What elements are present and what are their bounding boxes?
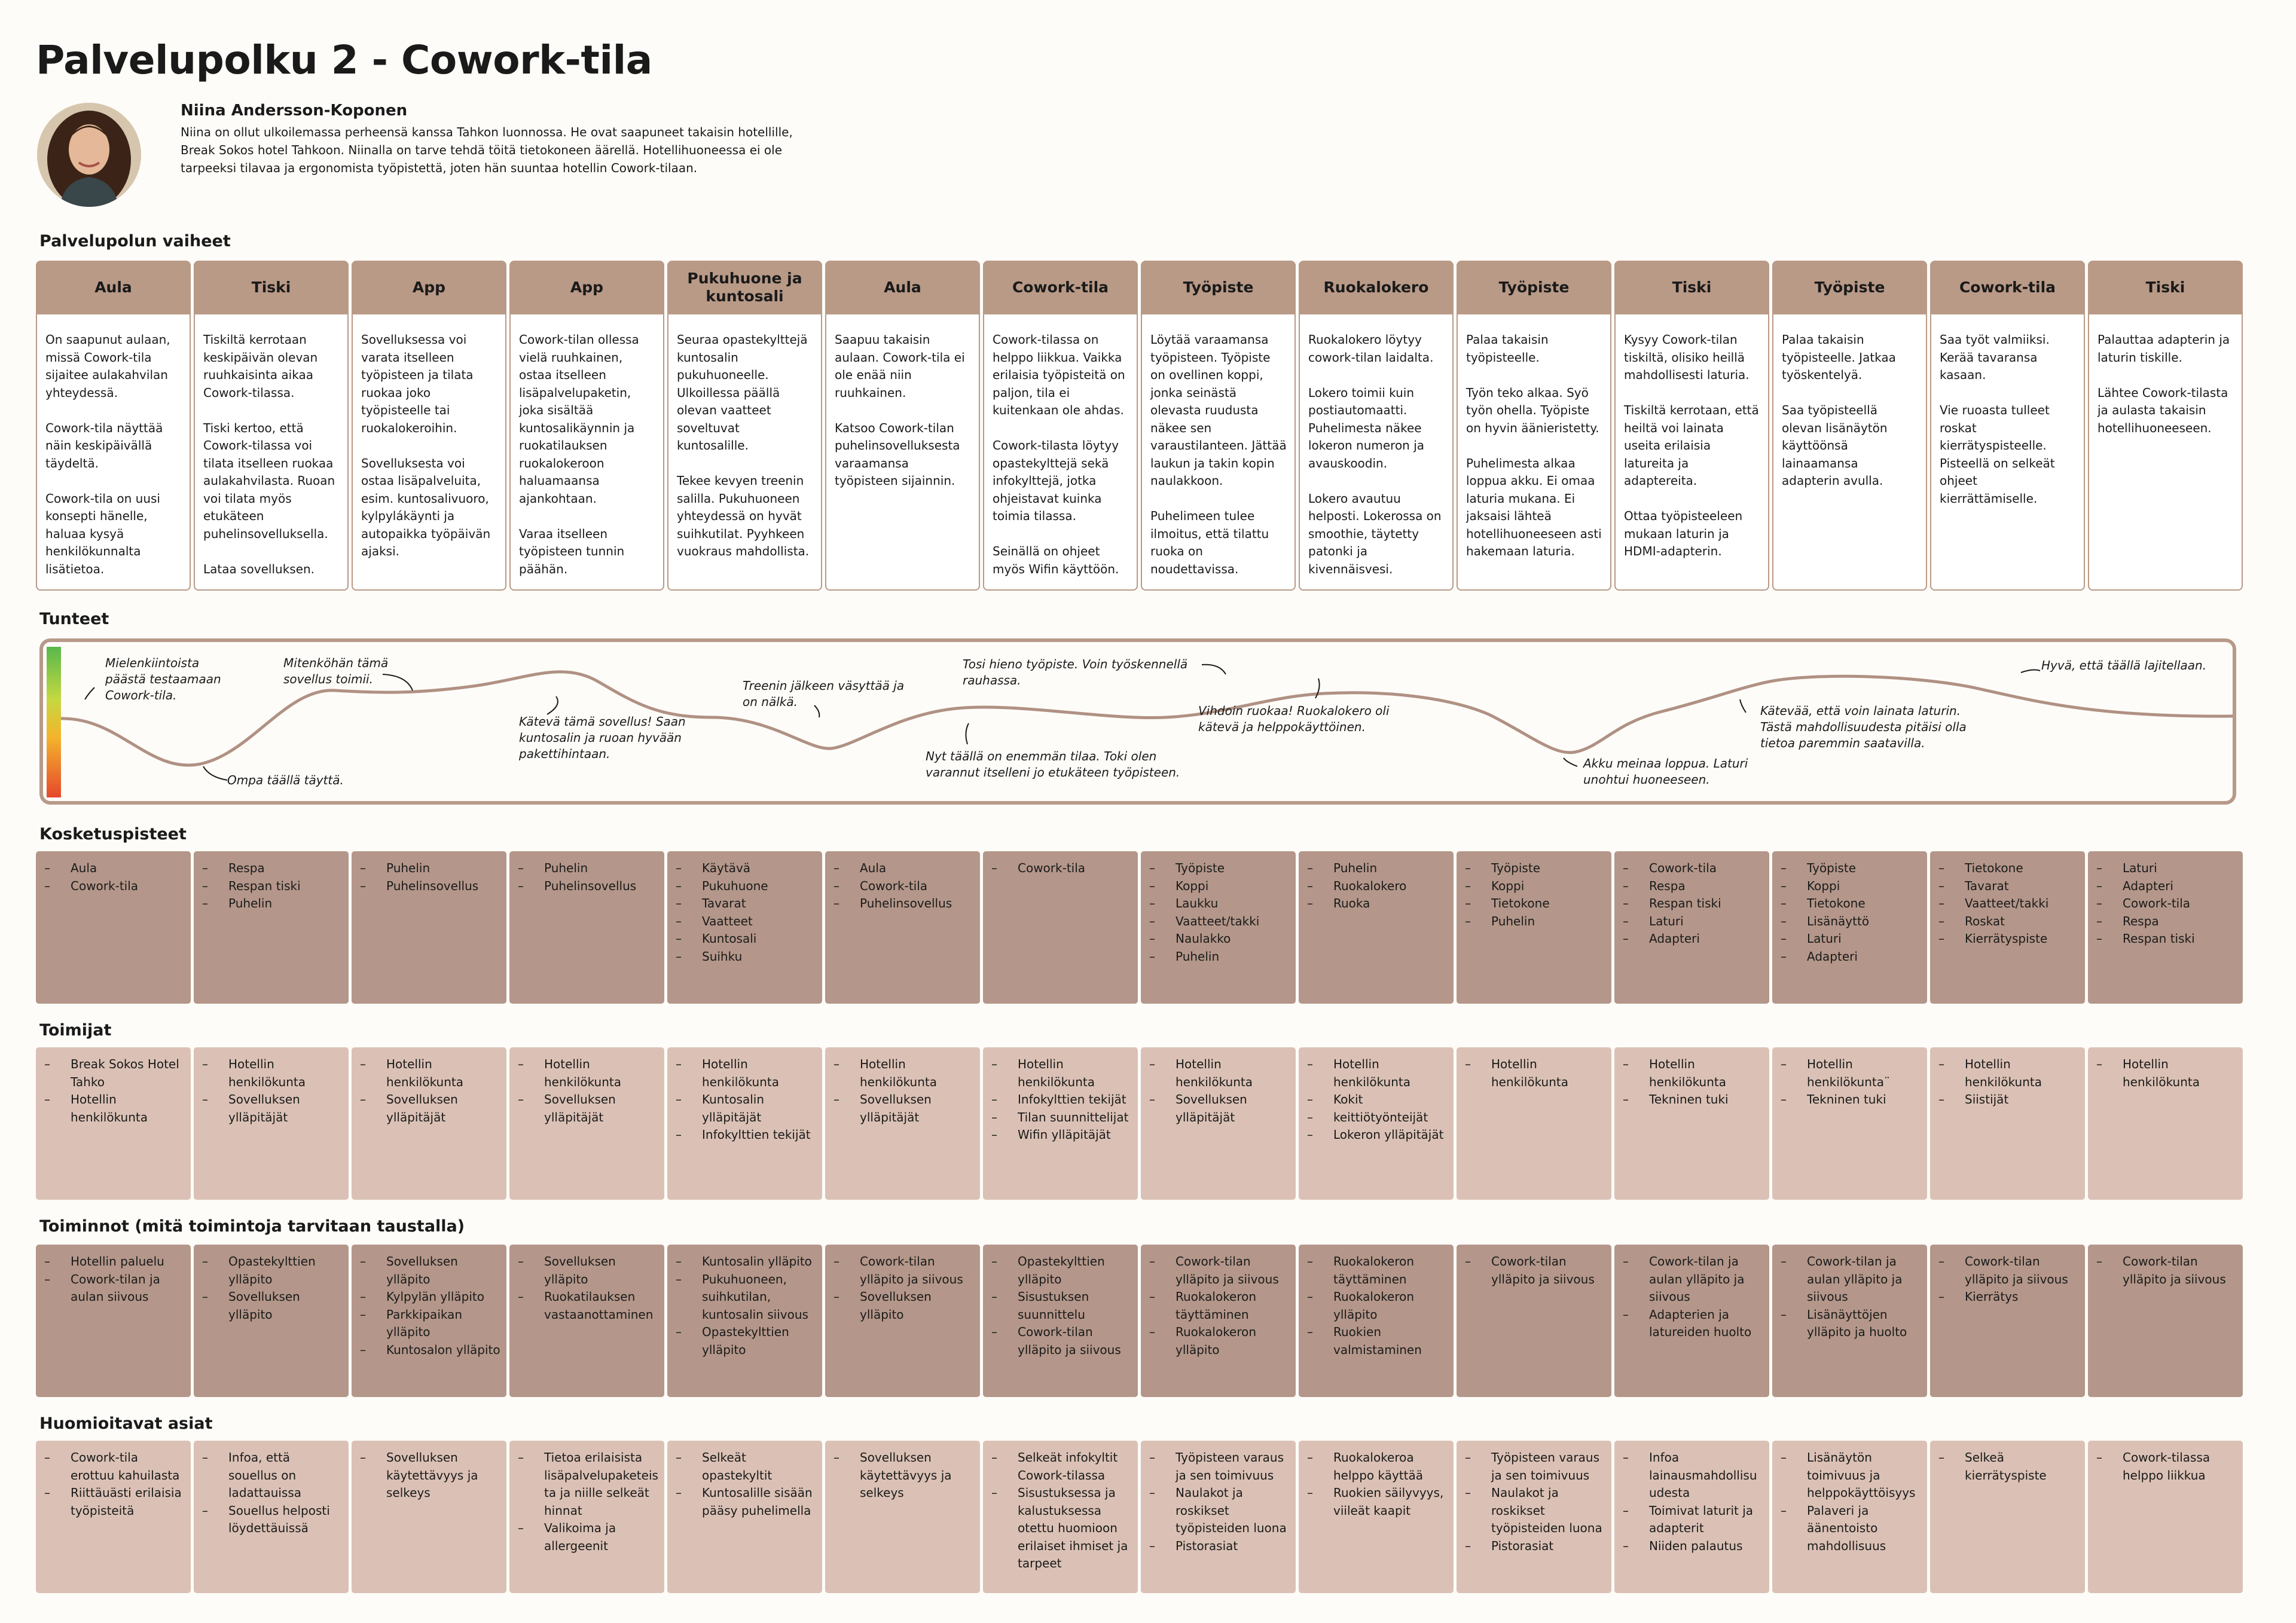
section-touchpoints-title: Kosketuspisteet: [39, 825, 187, 843]
touchpoint-cell: [509, 851, 664, 1004]
list-item: – Sovelluksen ylläpito: [833, 1288, 974, 1324]
actor-cell: [36, 1047, 191, 1200]
note-cell: [983, 1441, 1138, 1593]
touchpoint-cell: [1930, 851, 2085, 1004]
list-item: – Souellus helposti löydettäuissä: [202, 1502, 343, 1538]
touchpoint-cell: [36, 851, 191, 1004]
backstage-cell: [194, 1245, 349, 1397]
list-item: – Lisänäytön toimivuus ja helppokäyttöisyys: [1781, 1449, 1921, 1502]
backstage-cell: [2088, 1245, 2243, 1397]
list-item: – Vaatteet/takki: [1938, 895, 2079, 913]
list-item: – Pistorasiat: [1149, 1538, 1290, 1555]
note-cell: [352, 1441, 506, 1593]
stage-description: Ruokalokero löytyy cowork-tilan laidalta. Lokero toimii kuin postiautomaatti. Puhelimesta näkee lokeron numeron ja avauskoodin. Lokero avautuu helposti. Lokerossa on smoothie, täytetty patonki ja kivennäisvesi.: [1299, 314, 1454, 591]
list-item: – Niiden palautus: [1623, 1538, 1763, 1555]
emotion-label: Tosi hieno työpiste. Voin työskennellä rauhassa.: [963, 657, 1188, 687]
list-item: – Opastekylttien ylläpito: [676, 1324, 816, 1359]
list-item: – Tavarat: [1938, 878, 2079, 895]
backstage-cell: [1141, 1245, 1296, 1397]
list-item: – Hotellin henkilökunta: [1307, 1056, 1448, 1091]
touchpoint-cell: [1141, 851, 1296, 1004]
list-item: – Laturi: [2096, 860, 2237, 878]
note-cell: [1141, 1441, 1296, 1593]
list-item: – Infokylttien tekijät: [676, 1126, 816, 1144]
stage-description: Saa työt valmiiksi. Kerää tavaransa kasaan. Vie ruoasta tulleet roskat kierrätyspisteelle. Pisteellä on selkeät ohjeet kierrättämiselle.: [1930, 314, 2085, 591]
backstage-cell: [825, 1245, 980, 1397]
list-item: – Puhelinsovellus: [360, 878, 500, 895]
list-item: – Hotellin henkilökunta: [991, 1056, 1132, 1091]
list-item: – Vaatteet: [676, 913, 816, 931]
list-item: – Ruokalokeron ylläpito: [1307, 1288, 1448, 1324]
stage-header: Tiski: [194, 261, 349, 314]
list-item: – Hotellin henkilökunta: [202, 1056, 343, 1091]
list-item: – Cowork-tilan ja aulan siivous: [44, 1271, 185, 1306]
list-item: – Työpiste: [1465, 860, 1605, 878]
list-item: – Cowork-tila: [44, 878, 185, 895]
list-item: – Kuntosalille sisään pääsy puhelimella: [676, 1484, 816, 1520]
list-item: – Respan tiski: [1623, 895, 1763, 913]
stage-header: App: [352, 261, 506, 314]
list-item: – Cowork-tilassa helppo liikkua: [2096, 1449, 2237, 1484]
list-item: – Hotellin henkilökunta: [833, 1056, 974, 1091]
list-item: – Break Sokos Hotel Tahko: [44, 1056, 185, 1091]
note-cell: [1299, 1441, 1454, 1593]
note-cell: [1457, 1441, 1611, 1593]
list-item: – Puhelinsovellus: [833, 895, 974, 913]
list-item: – Ruoka: [1307, 895, 1448, 913]
actor-cell: [667, 1047, 822, 1200]
list-item: – Hotellin paluelu: [44, 1253, 185, 1271]
list-item: – Ruokalokeron täyttäminen: [1149, 1288, 1290, 1324]
list-item: – Adapterien ja latureiden huolto: [1623, 1306, 1763, 1341]
touchpoint-cell: [983, 851, 1138, 1004]
list-item: – Cowork-tilan ja aulan ylläpito ja siivous: [1623, 1253, 1763, 1306]
list-item: – Hotellin henkilökunta: [44, 1091, 185, 1126]
stage-description: Kysyy Cowork-tilan tiskiltä, olisiko heillä mahdollisesti laturia. Tiskiltä kerrotaan, että heiltä voi lainata useita erilaisia latureita ja adaptereita. Ottaa työpisteeleen mukaan laturin ja HDMI-adapterin.: [1614, 314, 1769, 591]
list-item: – Opastekylttien ylläpito: [202, 1253, 343, 1288]
list-item: – Lisänäyttö: [1781, 913, 1921, 931]
list-item: – Sovelluksen käytettävyys ja selkeys: [833, 1449, 974, 1502]
list-item: – Puhelin: [202, 895, 343, 913]
emotion-label: Mielenkiintoista päästä testaamaan Cowork-tila.: [105, 656, 221, 702]
list-item: – Infoa, että souellus on ladattauissa: [202, 1449, 343, 1502]
list-item: – Laturi: [1623, 913, 1763, 931]
note-cell: [2088, 1441, 2243, 1593]
emotion-label: Kätevä tämä sovellus! Saan kuntosalin ja ruoan hyvään pakettihintaan.: [519, 714, 686, 761]
stage-description: Saapuu takaisin aulaan. Cowork-tila ei ole enää niin ruuhkainen. Katsoo Cowork-tilan puhelinsovelluksesta varaamansa työpisteen sijainnin.: [825, 314, 980, 591]
actor-cell: [1299, 1047, 1454, 1200]
list-item: – Tekninen tuki: [1781, 1091, 1921, 1109]
list-item: – Adapteri: [1781, 948, 1921, 966]
stage-header: Cowork-tila: [983, 261, 1138, 314]
list-item: – Opastekylttien ylläpito: [991, 1253, 1132, 1288]
note-cell: [1614, 1441, 1769, 1593]
list-item: – Wifin ylläpitäjät: [991, 1126, 1132, 1144]
touchpoint-cell: [194, 851, 349, 1004]
emotion-label: Hyvä, että täällä lajitellaan.: [2041, 658, 2207, 673]
actor-cell: [352, 1047, 506, 1200]
list-item: – Infoa lainausmahdollisu udesta: [1623, 1449, 1763, 1502]
list-item: – Hotellin henkilökunta: [1465, 1056, 1605, 1091]
stage-description: Palaa takaisin työpisteelle. Työn teko alkaa. Syö työn ohella. Työpiste on hyvin äänieristetty. Puhelimesta alkaa loppua akku. Ei omaa laturia mukana. Ei jaksaisi lähteä hotellihuoneeseen asti hakemaan laturia.: [1457, 314, 1611, 591]
touchpoint-cell: [1457, 851, 1611, 1004]
list-item: – Lisänäyttöjen ylläpito ja huolto: [1781, 1306, 1921, 1341]
note-cell: [36, 1441, 191, 1593]
backstage-cell: [1614, 1245, 1769, 1397]
actor-cell: [2088, 1047, 2243, 1200]
persona-description: Niina on ollut ulkoilemassa perheensä kanssa Tahkon luonnossa. He ovat saapuneet takaisin hotellille, Break Sokos hotel Tahkoon. Niinalla on tarve tehdä töitä tietokoneen äärellä. Hotellihuoneessa ei ole tarpeeksi tilavaa ja ergonomista työpistettä, joten hän suuntaa hotellin Cowork-tilaan.: [181, 125, 793, 175]
list-item: – Puhelin: [360, 860, 500, 878]
stage-header: Aula: [36, 261, 191, 314]
stage-description: Palaa takaisin työpisteelle. Jatkaa työskentelyä. Saa työpisteellä olevan lisänäytön käyttöönsä lainaamansa adapterin avulla.: [1772, 314, 1927, 591]
stage-header: Tiski: [2088, 261, 2243, 314]
note-cell: [667, 1441, 822, 1593]
list-item: – Roskat: [1938, 913, 2079, 931]
list-item: – Cowork-tilan ja aulan ylläpito ja siivous: [1781, 1253, 1921, 1306]
list-item: – Tilan suunnittelijat: [991, 1109, 1132, 1127]
section-stages-title: Palvelupolun vaiheet: [39, 232, 231, 250]
list-item: – Selkeä kierrätyspiste: [1938, 1449, 2079, 1484]
actor-cell: [1614, 1047, 1769, 1200]
list-item: – Koppi: [1465, 878, 1605, 895]
list-item: – Cowork-tilan ylläpito ja siivous: [1465, 1253, 1605, 1288]
list-item: – Koppi: [1149, 878, 1290, 895]
list-item: – Ruokalokeron ylläpito: [1149, 1324, 1290, 1359]
list-item: – Koppi: [1781, 878, 1921, 895]
list-item: – Adapteri: [2096, 878, 2237, 895]
list-item: – Naulakot ja roskikset työpisteiden luona: [1149, 1484, 1290, 1538]
stage-description: Palauttaa adapterin ja laturin tiskille. Lähtee Cowork-tilasta ja aulasta takaisin hotellihuoneeseen.: [2088, 314, 2243, 591]
stage-description: Sovelluksessa voi varata itselleen työpisteen ja tilata ruokaa joko työpisteelle tai ruokalokeroihin. Sovelluksesta voi ostaa lisäpalveluita, esim. kuntosalivuoro, kylpylákäynti ja autopaikka työpäivän ajaksi.: [352, 314, 506, 591]
actor-cell: [194, 1047, 349, 1200]
stage-header: App: [509, 261, 664, 314]
list-item: – Laturi: [1781, 930, 1921, 948]
section-backstage-title: Toiminnot (mitä toimintoja tarvitaan taustalla): [39, 1217, 465, 1236]
list-item: – Tavarat: [676, 895, 816, 913]
list-item: – Palaveri ja äänentoisto mahdollisuus: [1781, 1502, 1921, 1555]
list-item: – Ruokalokeron täyttäminen: [1307, 1253, 1448, 1288]
stage-description: Löytää varaamansa työpisteen. Työpiste on ovellinen koppi, jonka seinästä olevasta ruudusta näkee sen varaustilanteen. Jättää laukun ja takin kopin naulakkoon. Puhelimeen tulee ilmoitus, että tilattu ruoka on noudettavissa.: [1141, 314, 1296, 591]
list-item: – Respan tiski: [2096, 930, 2237, 948]
list-item: – Kylpylän ylläpito: [360, 1288, 500, 1306]
emotion-label: Akku meinaa loppua. Laturi unohtui huoneeseen.: [1583, 756, 1748, 787]
list-item: – Puhelin: [518, 860, 658, 878]
touchpoint-cell: [1299, 851, 1454, 1004]
section-emotions-title: Tunteet: [39, 610, 109, 628]
list-item: – Respa: [2096, 913, 2237, 931]
list-item: – Respa: [1623, 878, 1763, 895]
actor-cell: [1930, 1047, 2085, 1200]
list-item: – Pistorasiat: [1465, 1538, 1605, 1555]
list-item: – Sovelluksen ylläpitäjät: [518, 1091, 658, 1126]
list-item: – Ruokatilauksen vastaanottaminen: [518, 1288, 658, 1324]
touchpoint-cell: [352, 851, 506, 1004]
actor-cell: [1772, 1047, 1927, 1200]
touchpoint-cell: [1614, 851, 1769, 1004]
list-item: – Käytävä: [676, 860, 816, 878]
backstage-cell: [1299, 1245, 1454, 1397]
touchpoint-cell: [2088, 851, 2243, 1004]
stage-description: Tiskiltä kerrotaan keskipäivän olevan ruuhkaisinta aikaa Cowork-tilassa. Tiski kertoo, että Cowork-tilassa voi tilata itselleen ruokaa aulakahvilasta. Ruoan voi tilata myös etukäteen puhelinsovelluksella. Lataa sovelluksen.: [194, 314, 349, 591]
stage-description: Seuraa opastekylttejä kuntosalin pukuhuoneelle. Ulkoillessa päällä olevan vaatteet soveltuvat kuntosalille. Tekee kevyen treenin salilla. Pukuhuoneen yhteydessä on hyvät suihkutilat. Pyyhkeen vuokraus mahdollista.: [667, 314, 822, 591]
list-item: – Cowork-tilan ylläpito ja siivous: [1938, 1253, 2079, 1288]
emotion-label: Vihdoin ruokaa! Ruokalokero oli kätevä ja helppokäyttöinen.: [1198, 704, 1390, 734]
list-item: – Kuntosalin ylläpito: [676, 1253, 816, 1271]
stage-header: Aula: [825, 261, 980, 314]
note-cell: [1930, 1441, 2085, 1593]
list-item: – Sisustuksen suunnittelu: [991, 1288, 1132, 1324]
list-item: – Cowork-tila: [833, 878, 974, 895]
note-cell: [825, 1441, 980, 1593]
backstage-cell: [509, 1245, 664, 1397]
list-item: – Laukku: [1149, 895, 1290, 913]
emotion-label: Ompa täällä täyttä.: [227, 773, 344, 787]
backstage-cell: [1930, 1245, 2085, 1397]
list-item: – Adapteri: [1623, 930, 1763, 948]
list-item: – Ruokalokero: [1307, 878, 1448, 895]
stage-description: Cowork-tilassa on helppo liikkua. Vaikka erilaisia työpisteitä on paljon, tila ei kuitenkaan ole ahdas. Cowork-tilasta löytyy opastekylttejä sekä infokylttejä, jotka ohjeistavat kuinka toimia tilassa. Seinällä on ohjeet myös Wifin käyttöön.: [983, 314, 1138, 591]
list-item: – Työpisteen varaus ja sen toimivuus: [1465, 1449, 1605, 1484]
list-item: – Sovelluksen ylläpitäjät: [360, 1091, 500, 1126]
list-item: – Pukuhuoneen, suihkutilan, kuntosalin siivous: [676, 1271, 816, 1324]
list-item: – Tietokone: [1781, 895, 1921, 913]
list-item: – Hotellin henkilökunta: [1938, 1056, 2079, 1091]
list-item: – Sisustuksessa ja kalustuksessa otettu huomioon erilaiset ihmiset ja tarpeet: [991, 1484, 1132, 1573]
list-item: – Sovelluksen käytettävyys ja selkeys: [360, 1449, 500, 1502]
list-item: – Työpiste: [1781, 860, 1921, 878]
list-item: – Aula: [44, 860, 185, 878]
list-item: – Hotellin henkilökunta: [1149, 1056, 1290, 1091]
list-item: – Cowork-tila: [2096, 895, 2237, 913]
stage-description: Cowork-tilan ollessa vielä ruuhkainen, ostaa itselleen lisäpalvelupaketin, joka sisältää kuntosalikäynnin ja ruokatilauksen ruokalokeroon haluamaansa ajankohtaan. Varaa itselleen työpisteen tunnin päähän.: [509, 314, 664, 591]
list-item: – Lokeron ylläpitäjät: [1307, 1126, 1448, 1144]
list-item: – Puhelin: [1465, 913, 1605, 931]
list-item: – Cowork-tila: [1623, 860, 1763, 878]
stage-description: On saapunut aulaan, missä Cowork-tila sijaitee aulakahvilan yhteydessä. Cowork-tila näyttää näin keskipäivällä täydeltä. Cowork-tila on uusi konsepti hänelle, haluaa kysyä henkilökunnalta lisätietoa.: [36, 314, 191, 591]
list-item: – Sovelluksen ylläpito: [202, 1288, 343, 1324]
list-item: – Selkeät infokyltit Cowork-tilassa: [991, 1449, 1132, 1484]
emotion-label: Mitenköhän tämä sovellus toimii.: [283, 656, 389, 686]
list-item: – Riittäuästi erilaisia työpisteitä: [44, 1484, 185, 1520]
list-item: – Puhelin: [1307, 860, 1448, 878]
list-item: – Kuntosalin ylläpitäjät: [676, 1091, 816, 1126]
list-item: – Tietokone: [1465, 895, 1605, 913]
list-item: – Respan tiski: [202, 878, 343, 895]
actor-cell: [1141, 1047, 1296, 1200]
list-item: – Työpiste: [1149, 860, 1290, 878]
list-item: – Naulakot ja roskikset työpisteiden luona: [1465, 1484, 1605, 1538]
actor-cell: [1457, 1047, 1611, 1200]
backstage-cell: [1457, 1245, 1611, 1397]
list-item: – Hotellin henkilökunta: [676, 1056, 816, 1091]
actor-cell: [509, 1047, 664, 1200]
list-item: – Kierrätyspiste: [1938, 930, 2079, 948]
list-item: – Työpisteen varaus ja sen toimivuus: [1149, 1449, 1290, 1484]
list-item: – Sovelluksen ylläpitäjät: [833, 1091, 974, 1126]
section-notes-title: Huomioitavat asiat: [39, 1414, 213, 1433]
list-item: – Naulakko: [1149, 930, 1290, 948]
list-item: – Kuntosalon ylläpito: [360, 1341, 500, 1359]
list-item: – Pukuhuone: [676, 878, 816, 895]
list-item: – Cowork-tilan ylläpito ja siivous: [1149, 1253, 1290, 1288]
list-item: – Cowork-tila: [991, 860, 1132, 878]
list-item: – Vaatteet/takki: [1149, 913, 1290, 931]
backstage-cell: [667, 1245, 822, 1397]
note-cell: [194, 1441, 349, 1593]
list-item: – Parkkipaikan ylläpito: [360, 1306, 500, 1341]
touchpoint-cell: [1772, 851, 1927, 1004]
list-item: – Selkeät opastekyltit: [676, 1449, 816, 1484]
list-item: – Cowork-tilan ylläpito ja siivous: [2096, 1253, 2237, 1288]
list-item: – Aula: [833, 860, 974, 878]
stage-header: Työpiste: [1457, 261, 1611, 314]
list-item: – Hotellin henkilökunta¨: [1781, 1056, 1921, 1091]
list-item: – Cowork-tila erottuu kahuilasta: [44, 1449, 185, 1484]
list-item: – Siistijät: [1938, 1091, 2079, 1109]
note-cell: [509, 1441, 664, 1593]
list-item: – Sovelluksen ylläpitäjät: [1149, 1091, 1290, 1126]
list-item: – Tietoa erilaisista lisäpalvelupaketeis ta ja niille selkeät hinnat: [518, 1449, 658, 1520]
backstage-cell: [983, 1245, 1138, 1397]
section-actors-title: Toimijat: [39, 1021, 112, 1040]
list-item: – Kokit: [1307, 1091, 1448, 1109]
list-item: – Kierrätys: [1938, 1288, 2079, 1306]
stage-header: Cowork-tila: [1930, 261, 2085, 314]
list-item: – Hotellin henkilökunta: [360, 1056, 500, 1091]
list-item: – Infokylttien tekijät: [991, 1091, 1132, 1109]
touchpoint-cell: [825, 851, 980, 1004]
actor-cell: [825, 1047, 980, 1200]
list-item: – Respa: [202, 860, 343, 878]
list-item: – Sovelluksen ylläpitäjät: [202, 1091, 343, 1126]
list-item: – Cowork-tilan ylläpito ja siivous: [991, 1324, 1132, 1359]
touchpoint-cell: [667, 851, 822, 1004]
list-item: – Suihku: [676, 948, 816, 966]
list-item: – Ruokien valmistaminen: [1307, 1324, 1448, 1359]
stage-header: Työpiste: [1772, 261, 1927, 314]
list-item: – Sovelluksen ylläpito: [518, 1253, 658, 1288]
list-item: – Puhelin: [1149, 948, 1290, 966]
persona-name: Niina Andersson-Koponen: [181, 102, 408, 120]
list-item: – Hotellin henkilökunta: [1623, 1056, 1763, 1091]
list-item: – Kuntosali: [676, 930, 816, 948]
backstage-cell: [1772, 1245, 1927, 1397]
list-item: – Ruokalokeroa helppo käyttää: [1307, 1449, 1448, 1484]
emotion-label: Treenin jälkeen väsyttää ja on nälkä.: [743, 678, 905, 709]
list-item: – Hotellin henkilökunta: [518, 1056, 658, 1091]
note-cell: [1772, 1441, 1927, 1593]
page-title: Palvelupolku 2 - Cowork-tila: [36, 37, 652, 83]
stage-header: Pukuhuone ja kuntosali: [667, 261, 822, 314]
list-item: – Tietokone: [1938, 860, 2079, 878]
list-item: – Hotellin henkilökunta: [2096, 1056, 2237, 1091]
stage-header: Ruokalokero: [1299, 261, 1454, 314]
actor-cell: [983, 1047, 1138, 1200]
list-item: – keittiötyönteijät: [1307, 1109, 1448, 1127]
stage-header: Työpiste: [1141, 261, 1296, 314]
emotion-label: Nyt täällä on enemmän tilaa. Toki olen varannut itselleni jo etukäteen työpisteen.: [926, 749, 1180, 780]
list-item: – Valikoima ja allergeenit: [518, 1520, 658, 1555]
list-item: – Tekninen tuki: [1623, 1091, 1763, 1109]
stage-header: Tiski: [1614, 261, 1769, 314]
list-item: – Cowork-tilan ylläpito ja siivous: [833, 1253, 974, 1288]
backstage-cell: [352, 1245, 506, 1397]
emotion-label: Kätevää, että voin lainata laturin. Tästä mahdollisuudesta pitäisi olla tietoa paremmin saatavilla.: [1760, 704, 1967, 750]
list-item: – Toimivat laturit ja adapterit: [1623, 1502, 1763, 1538]
list-item: – Puhelinsovellus: [518, 878, 658, 895]
backstage-cell: [36, 1245, 191, 1397]
list-item: – Sovelluksen ylläpito: [360, 1253, 500, 1288]
list-item: – Ruokien säilyvyys, viileät kaapit: [1307, 1484, 1448, 1520]
